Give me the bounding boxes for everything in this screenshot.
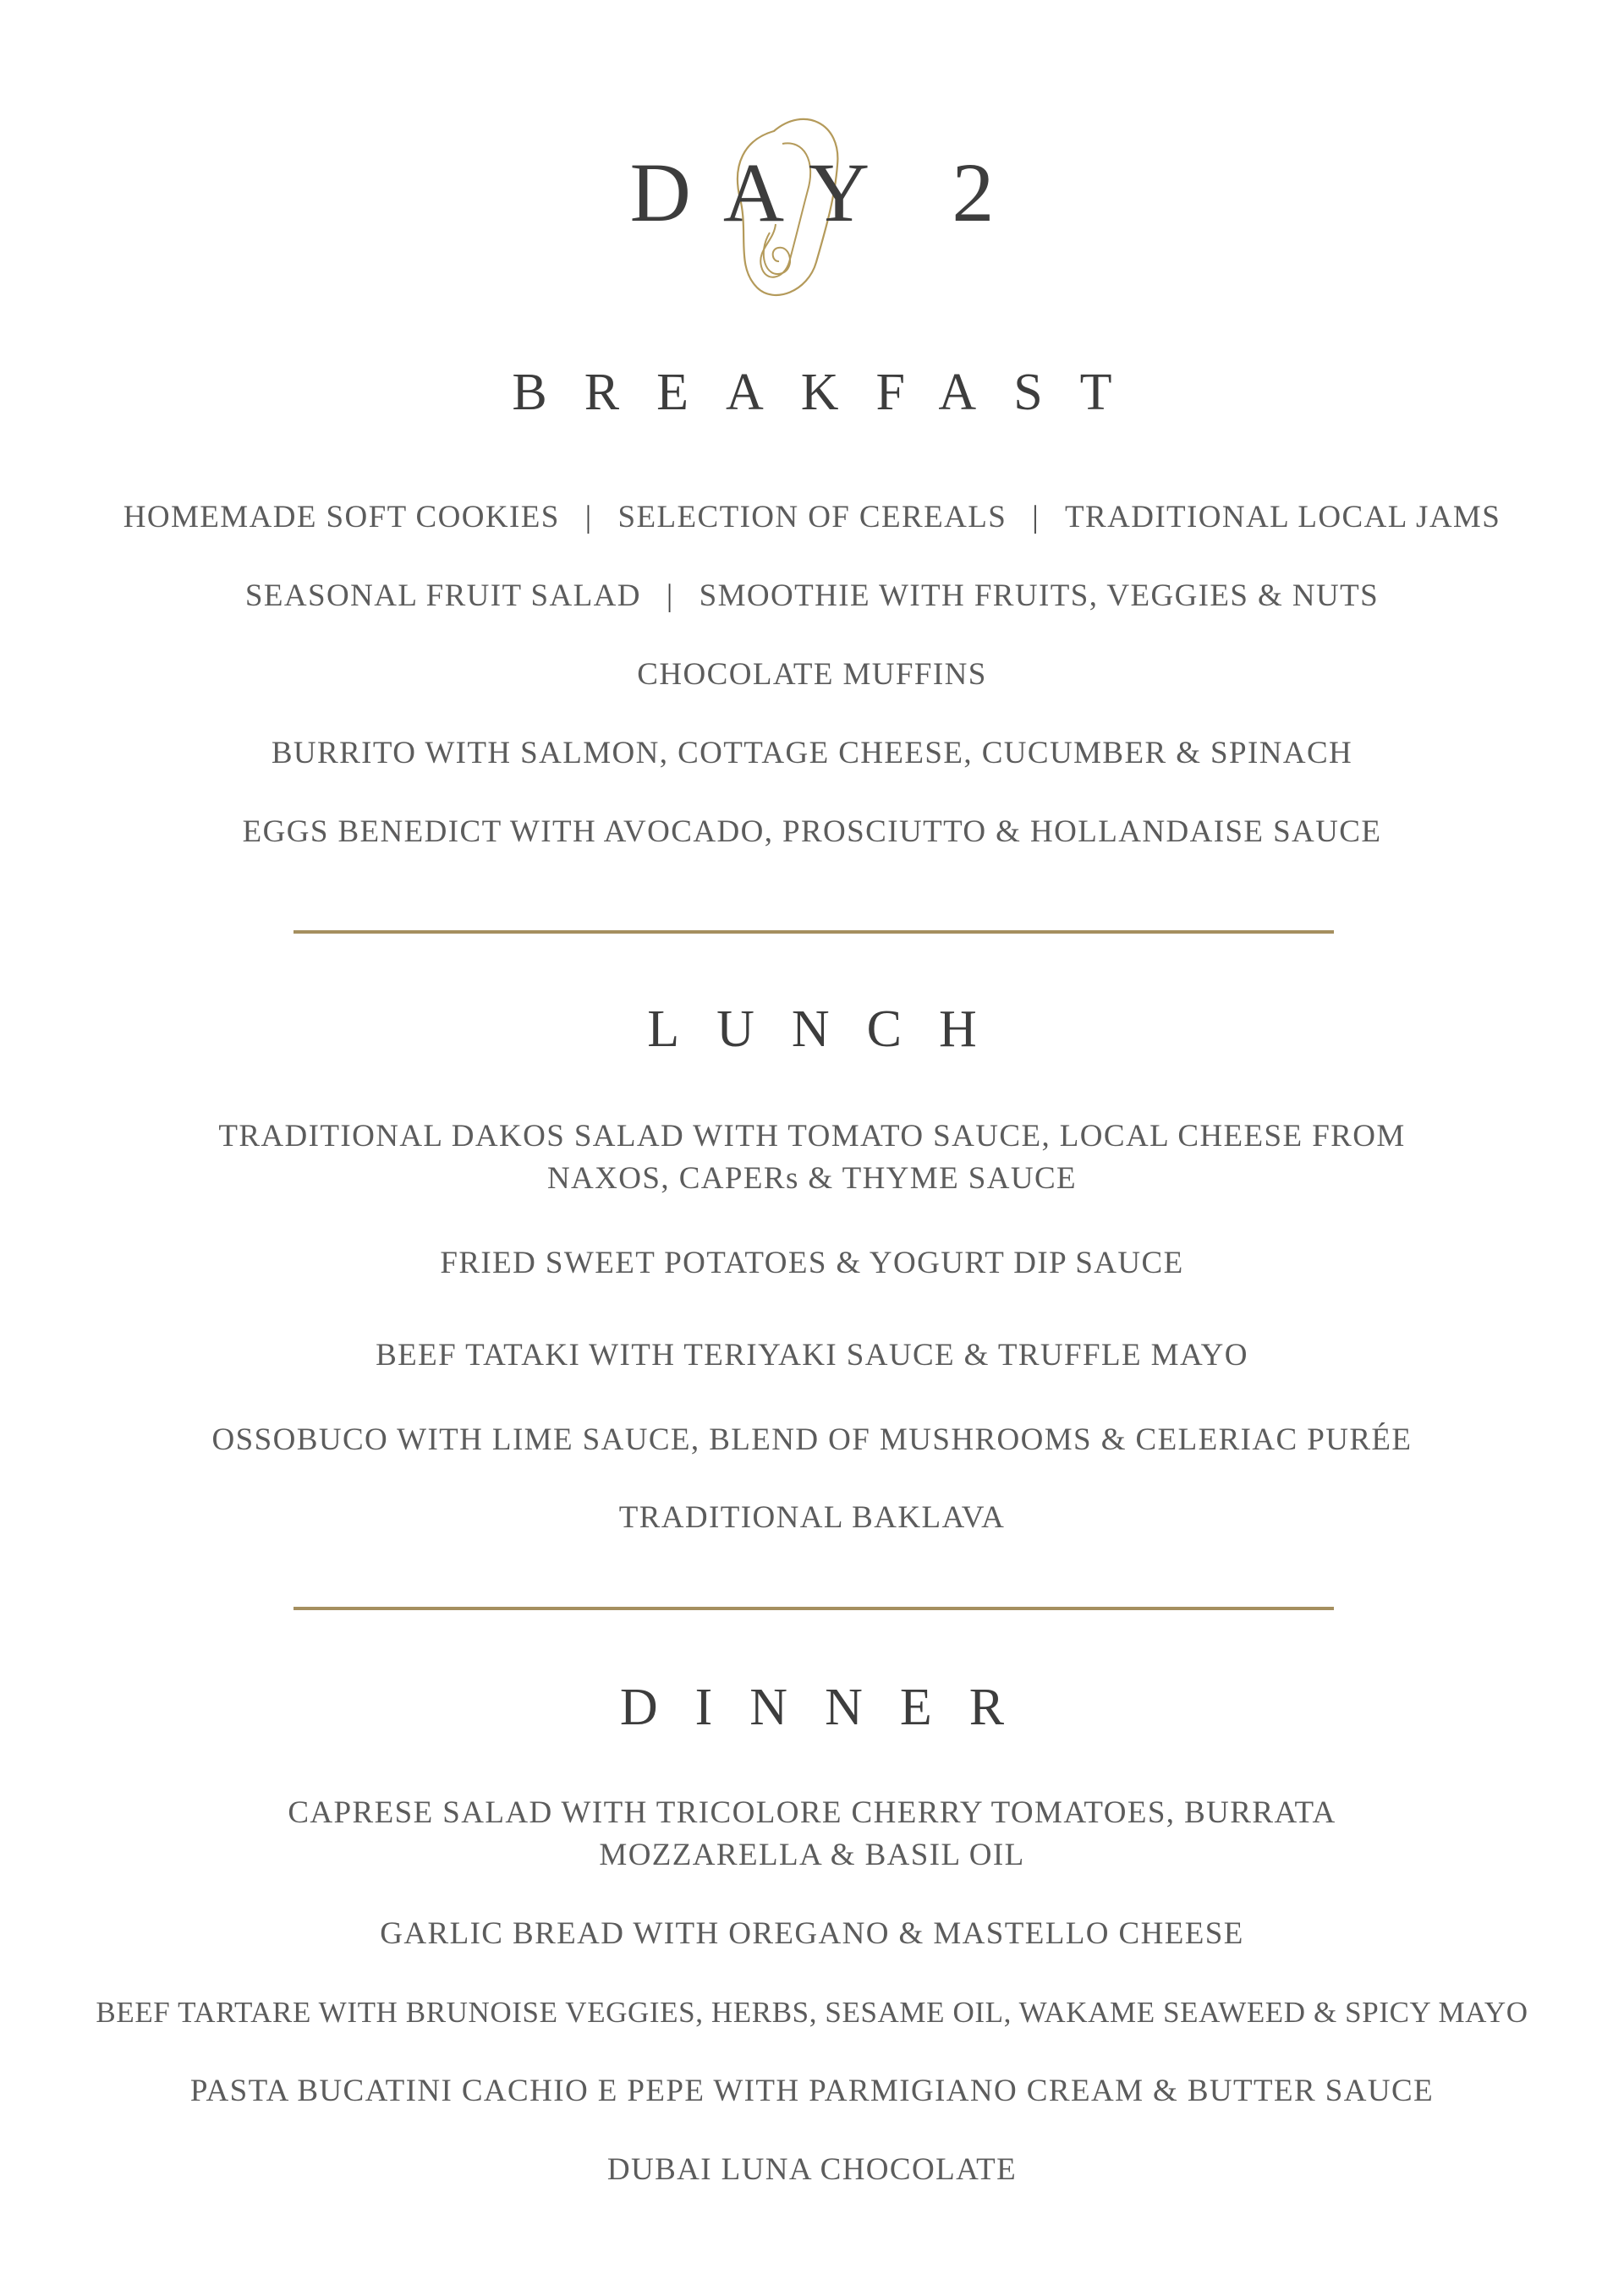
list-item: GARLIC BREAD WITH OREGANO & MASTELLO CHEESE [380,1916,1244,1951]
list-item: SEASONAL FRUIT SALAD [244,578,641,613]
list-item: TRADITIONAL LOCAL JAMS [1065,500,1501,534]
list-item: FRIED SWEET POTATOES & YOGURT DIP SAUCE [440,1246,1184,1280]
list-item: TRADITIONAL BAKLAVA [618,1500,1006,1535]
section-divider [294,1607,1334,1610]
list-item: BEEF TATAKI WITH TERIYAKI SAUCE & TRUFFLE MAYO [376,1338,1248,1373]
list-item: EGGS BENEDICT WITH AVOCADO, PROSCIUTTO & HOLLANDAISE SAUCE [242,814,1382,849]
breakfast-row-2 [0,574,1624,618]
list-item: BEEF TARTARE WITH BRUNOISE VEGGIES, HERBS, SESAME OIL, WAKAME SEAWEED & SPICY MAYO [96,1996,1528,2029]
list-item: CHOCOLATE MUFFINS [637,657,987,692]
list-item: SELECTION OF CEREALS [617,500,1007,534]
dinner-heading: DINNER [619,1679,1042,1736]
separator: | [584,500,593,534]
list-item: SMOOTHIE WITH FRUITS, VEGGIES & NUTS [699,578,1380,613]
breakfast-row-1 [0,496,1624,540]
list-item: DUBAI LUNA CHOCOLATE [606,2152,1018,2187]
section-divider [294,930,1334,934]
list-item: MOZZARELLA & BASIL OIL [599,1838,1025,1872]
list-item: OSSOBUCO WITH LIME SAUCE, BLEND OF MUSHROOMS & CELERIAC PURÉE [211,1422,1413,1457]
list-item: HOMEMADE SOFT COOKIES [123,500,560,534]
page-title: DAY 2 [629,145,1027,239]
separator: | [666,578,674,613]
list-item: TRADITIONAL DAKOS SALAD WITH TOMATO SAUCE, LOCAL CHEESE FROM [218,1119,1406,1153]
breakfast-heading: BREAKFAST [512,364,1149,421]
list-item: BURRITO WITH SALMON, COTTAGE CHEESE, CUCUMBER & SPINACH [271,736,1353,770]
list-item: NAXOS, CAPERs & THYME SAUCE [546,1161,1078,1196]
list-item: PASTA BUCATINI CACHIO E PEPE WITH PARMIGIANO CREAM & BUTTER SAUCE [189,2074,1435,2108]
separator: | [1032,500,1040,534]
lunch-heading: LUNCH [647,1000,1014,1058]
list-item: CAPRESE SALAD WITH TRICOLORE CHERRY TOMATOES, BURRATA [288,1795,1336,1830]
